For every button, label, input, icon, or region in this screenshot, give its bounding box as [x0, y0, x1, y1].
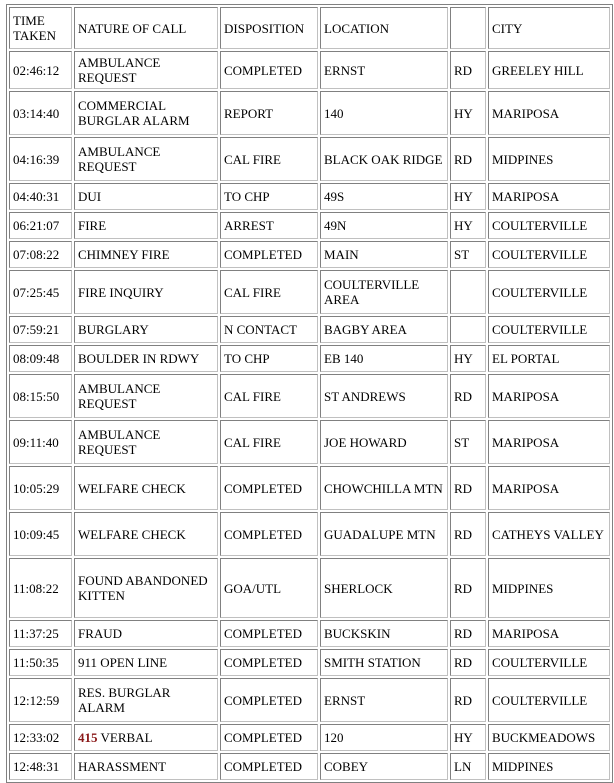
cell-city: COULTERVILLE: [488, 212, 610, 239]
cell-time-taken: 08:09:48: [9, 345, 72, 372]
table-row: [9, 420, 610, 464]
cell-disposition: COMPLETED: [220, 620, 318, 647]
cell-location: GUADALUPE MTN: [320, 512, 448, 556]
cell-street-suffix: RD: [450, 620, 486, 647]
cell-location: SMITH STATION: [320, 649, 448, 676]
cell-city: COULTERVILLE: [488, 678, 610, 722]
cell-disposition: CAL FIRE: [220, 420, 318, 464]
cell-location: MAIN: [320, 241, 448, 268]
cell-disposition: CAL FIRE: [220, 137, 318, 181]
cell-city: MARIPOSA: [488, 91, 610, 135]
cell-street-suffix: RD: [450, 678, 486, 722]
cell-city: MIDPINES: [488, 558, 610, 618]
cell-time-taken: 02:46:12: [9, 51, 72, 89]
cell-location: 49S: [320, 183, 448, 210]
cell-nature-of-call: BURGLARY: [74, 316, 218, 343]
cell-disposition: COMPLETED: [220, 753, 318, 780]
table-row: [9, 512, 610, 556]
cell-time-taken: 07:25:45: [9, 270, 72, 314]
cell-street-suffix: RD: [450, 51, 486, 89]
cell-nature-of-call: CHIMNEY FIRE: [74, 241, 218, 268]
cell-time-taken: 06:21:07: [9, 212, 72, 239]
cell-time-taken: 09:11:40: [9, 420, 72, 464]
cell-time-taken: 12:33:02: [9, 724, 72, 751]
cell-nature-of-call: 911 OPEN LINE: [74, 649, 218, 676]
cell-location: ERNST: [320, 678, 448, 722]
cell-location: CHOWCHILLA MTN: [320, 466, 448, 510]
cell-location: BLACK OAK RIDGE: [320, 137, 448, 181]
call-nature-text: VERBAL: [97, 730, 153, 745]
cell-disposition: N CONTACT: [220, 316, 318, 343]
cell-nature-of-call: WELFARE CHECK: [74, 512, 218, 556]
cell-disposition: ARREST: [220, 212, 318, 239]
cell-time-taken: 07:08:22: [9, 241, 72, 268]
cell-street-suffix: ST: [450, 241, 486, 268]
cell-nature-of-call: AMBULANCE REQUEST: [74, 137, 218, 181]
table-row: [9, 316, 610, 343]
cell-nature-of-call: RES. BURGLAR ALARM: [74, 678, 218, 722]
cell-street-suffix: HY: [450, 212, 486, 239]
cell-disposition: COMPLETED: [220, 649, 318, 676]
table-row: [9, 558, 610, 618]
cell-location: 120: [320, 724, 448, 751]
cell-city: COULTERVILLE: [488, 270, 610, 314]
cell-disposition: CAL FIRE: [220, 374, 318, 418]
cell-street-suffix: HY: [450, 345, 486, 372]
table-row: [9, 91, 610, 135]
cell-city: COULTERVILLE: [488, 241, 610, 268]
cell-disposition: TO CHP: [220, 345, 318, 372]
header-location: LOCATION: [320, 7, 448, 49]
cell-nature-of-call: HARASSMENT: [74, 753, 218, 780]
cell-nature-of-call: AMBULANCE REQUEST: [74, 420, 218, 464]
header-city: CITY: [488, 7, 610, 49]
cell-city: MIDPINES: [488, 137, 610, 181]
cell-location: BUCKSKIN: [320, 620, 448, 647]
cell-city: COULTERVILLE: [488, 316, 610, 343]
table-row: [9, 620, 610, 647]
cell-street-suffix: RD: [450, 512, 486, 556]
cell-location: EB 140: [320, 345, 448, 372]
cell-city: CATHEYS VALLEY: [488, 512, 610, 556]
cell-nature-of-call: WELFARE CHECK: [74, 466, 218, 510]
table-row: [9, 345, 610, 372]
cell-street-suffix: RD: [450, 649, 486, 676]
cell-nature-of-call: AMBULANCE REQUEST: [74, 51, 218, 89]
cell-city: BUCKMEADOWS: [488, 724, 610, 751]
cell-time-taken: 12:48:31: [9, 753, 72, 780]
cell-street-suffix: [450, 316, 486, 343]
cell-disposition: COMPLETED: [220, 51, 318, 89]
cell-city: MARIPOSA: [488, 183, 610, 210]
cell-city: MIDPINES: [488, 753, 610, 780]
cell-nature-of-call: BOULDER IN RDWY: [74, 345, 218, 372]
header-time-taken: TIME TAKEN: [9, 7, 72, 49]
call-code: 415: [78, 730, 98, 745]
table-row: [9, 51, 610, 89]
cell-disposition: REPORT: [220, 91, 318, 135]
cell-city: MARIPOSA: [488, 374, 610, 418]
cell-city: EL PORTAL: [488, 345, 610, 372]
cell-time-taken: 04:16:39: [9, 137, 72, 181]
cell-location: COULTERVILLE AREA: [320, 270, 448, 314]
cell-time-taken: 10:05:29: [9, 466, 72, 510]
table-row: [9, 270, 610, 314]
cell-street-suffix: RD: [450, 374, 486, 418]
header-disposition: DISPOSITION: [220, 7, 318, 49]
cell-nature-of-call: [74, 724, 218, 751]
cell-street-suffix: HY: [450, 91, 486, 135]
cell-location: COBEY: [320, 753, 448, 780]
table-row: [9, 183, 610, 210]
cell-time-taken: 12:12:59: [9, 678, 72, 722]
header-nature-of-call: NATURE OF CALL: [74, 7, 218, 49]
cell-disposition: COMPLETED: [220, 678, 318, 722]
cell-nature-of-call: FOUND ABANDONED KITTEN: [74, 558, 218, 618]
cell-time-taken: 07:59:21: [9, 316, 72, 343]
table-body: [9, 51, 610, 780]
cell-time-taken: 11:08:22: [9, 558, 72, 618]
cell-street-suffix: HY: [450, 724, 486, 751]
cell-disposition: CAL FIRE: [220, 270, 318, 314]
cell-time-taken: 11:37:25: [9, 620, 72, 647]
cell-disposition: COMPLETED: [220, 241, 318, 268]
cell-street-suffix: ST: [450, 420, 486, 464]
table-row: [9, 374, 610, 418]
cell-disposition: COMPLETED: [220, 512, 318, 556]
cell-time-taken: 10:09:45: [9, 512, 72, 556]
cell-location: BAGBY AREA: [320, 316, 448, 343]
cell-city: COULTERVILLE: [488, 649, 610, 676]
cell-nature-of-call: DUI: [74, 183, 218, 210]
cell-location: 49N: [320, 212, 448, 239]
cell-street-suffix: RD: [450, 137, 486, 181]
cell-street-suffix: RD: [450, 558, 486, 618]
cell-disposition: COMPLETED: [220, 724, 318, 751]
cell-street-suffix: RD: [450, 466, 486, 510]
cell-street-suffix: LN: [450, 753, 486, 780]
cell-location: ST ANDREWS: [320, 374, 448, 418]
table-row: [9, 753, 610, 780]
header-row: [9, 7, 610, 49]
cell-city: MARIPOSA: [488, 466, 610, 510]
cell-street-suffix: [450, 270, 486, 314]
table-row: [9, 212, 610, 239]
cell-time-taken: 08:15:50: [9, 374, 72, 418]
table-row: [9, 466, 610, 510]
cell-nature-of-call: COMMERCIAL BURGLAR ALARM: [74, 91, 218, 135]
cell-disposition: TO CHP: [220, 183, 318, 210]
cell-city: MARIPOSA: [488, 420, 610, 464]
cell-nature-of-call: AMBULANCE REQUEST: [74, 374, 218, 418]
cell-street-suffix: HY: [450, 183, 486, 210]
cell-nature-of-call: FIRE: [74, 212, 218, 239]
cell-location: 140: [320, 91, 448, 135]
cell-time-taken: 11:50:35: [9, 649, 72, 676]
cell-nature-of-call: FRAUD: [74, 620, 218, 647]
cell-city: MARIPOSA: [488, 620, 610, 647]
table-row: [9, 649, 610, 676]
table-row: [9, 137, 610, 181]
cell-location: JOE HOWARD: [320, 420, 448, 464]
header-street-suffix: [450, 7, 486, 49]
cell-location: ERNST: [320, 51, 448, 89]
cell-location: SHERLOCK: [320, 558, 448, 618]
cell-time-taken: 03:14:40: [9, 91, 72, 135]
table-row: [9, 241, 610, 268]
cell-disposition: GOA/UTL: [220, 558, 318, 618]
cell-nature-of-call: FIRE INQUIRY: [74, 270, 218, 314]
cell-city: GREELEY HILL: [488, 51, 610, 89]
table-row: [9, 678, 610, 722]
cell-disposition: COMPLETED: [220, 466, 318, 510]
table-row: [9, 724, 610, 751]
dispatch-log-table: [6, 4, 613, 783]
cell-time-taken: 04:40:31: [9, 183, 72, 210]
